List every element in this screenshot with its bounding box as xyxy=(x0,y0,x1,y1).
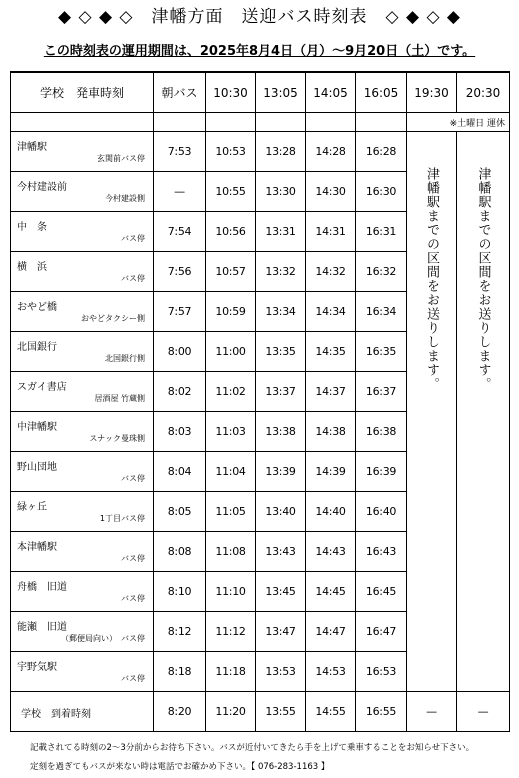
time-cell: 13:47 xyxy=(256,612,306,652)
stop-place: 北国銀行側 xyxy=(105,354,145,363)
time-cell: 16:32 xyxy=(356,252,407,292)
stop-name: 今村建設前 xyxy=(17,182,67,193)
time-cell: 8:10 xyxy=(154,572,206,612)
stop-name: 横 浜 xyxy=(17,262,47,273)
time-cell: 8:02 xyxy=(154,372,206,412)
time-cell: 13:28 xyxy=(256,132,306,172)
time-cell: 14:45 xyxy=(306,572,356,612)
stop-cell xyxy=(11,212,154,252)
time-cell: 16:53 xyxy=(356,652,407,692)
time-cell: 11:00 xyxy=(206,332,256,372)
header-col-2030: 20:30 xyxy=(457,72,510,113)
stop-place: おやどタクシー側 xyxy=(81,314,145,323)
time-cell: 7:53 xyxy=(154,132,206,172)
arrival-time-cell: 8:20 xyxy=(154,692,206,732)
stop-cell xyxy=(11,412,154,452)
time-cell: 16:34 xyxy=(356,292,407,332)
time-cell: 16:47 xyxy=(356,612,407,652)
time-cell: 14:47 xyxy=(306,612,356,652)
header-col-1605: 16:05 xyxy=(356,72,407,113)
time-cell: 13:30 xyxy=(256,172,306,212)
stop-name: 宇野気駅 xyxy=(17,662,57,673)
time-cell: 11:12 xyxy=(206,612,256,652)
stop-place: バス停 xyxy=(121,674,145,683)
stop-name: 緑ヶ丘 xyxy=(17,502,47,513)
header-col-1405: 14:05 xyxy=(306,72,356,113)
time-cell: 8:18 xyxy=(154,652,206,692)
time-cell: 13:45 xyxy=(256,572,306,612)
time-cell: 11:03 xyxy=(206,412,256,452)
time-cell: 14:53 xyxy=(306,652,356,692)
stop-name: 野山団地 xyxy=(17,462,57,473)
note-row xyxy=(11,113,510,132)
time-cell: 11:08 xyxy=(206,532,256,572)
stop-cell xyxy=(11,652,154,692)
time-cell: 13:53 xyxy=(256,652,306,692)
evening-note-text: 津幡駅までの区間をお送りします。 xyxy=(424,167,439,391)
time-cell: 16:39 xyxy=(356,452,407,492)
stop-cell xyxy=(11,252,154,292)
time-cell: 10:55 xyxy=(206,172,256,212)
operation-period: この時刻表の運用期間は、2025年8月4日（月）～9月20日（土）です。 xyxy=(43,44,476,59)
footer-line-1: 記載されてる時刻の2～3分前からお待ち下さい。バスが近付いてきたら手を上げて乗車することをお知らせ下さい。 xyxy=(30,743,475,753)
arrival-time-cell: 11:20 xyxy=(206,692,256,732)
stop-cell xyxy=(11,372,154,412)
time-cell: 8:05 xyxy=(154,492,206,532)
arrival-time-cell: — xyxy=(457,692,510,732)
stop-name: 津幡駅 xyxy=(17,142,47,153)
time-cell: 16:37 xyxy=(356,372,407,412)
stop-name: 本津幡駅 xyxy=(17,542,57,553)
stop-cell xyxy=(11,532,154,572)
time-cell: 16:45 xyxy=(356,572,407,612)
time-cell: 13:39 xyxy=(256,452,306,492)
time-cell: 11:18 xyxy=(206,652,256,692)
footer-line-2: 定刻を過ぎてもバスが来ない時は電話でお確かめ下さい。【 076-283-1163 】 xyxy=(30,762,330,772)
arrival-label-cell xyxy=(11,692,154,732)
arrival-row xyxy=(11,692,510,732)
time-cell: 11:05 xyxy=(206,492,256,532)
time-cell: 16:28 xyxy=(356,132,407,172)
time-cell: 13:43 xyxy=(256,532,306,572)
time-cell: 14:32 xyxy=(306,252,356,292)
stop-name: 北国銀行 xyxy=(17,342,57,353)
time-cell: 13:35 xyxy=(256,332,306,372)
stop-name: おやど橋 xyxy=(17,302,57,313)
arrival-label: 学校 到着時刻 xyxy=(21,709,91,720)
time-cell: 14:37 xyxy=(306,372,356,412)
header-col-morning: 朝バス xyxy=(154,72,206,113)
time-cell: 14:38 xyxy=(306,412,356,452)
time-cell: 16:35 xyxy=(356,332,407,372)
header-col-1030: 10:30 xyxy=(206,72,256,113)
time-cell: 16:38 xyxy=(356,412,407,452)
table-row xyxy=(11,132,510,172)
saturday-note: ※土曜日 運休 xyxy=(407,113,510,132)
evening-2030-note xyxy=(457,132,510,692)
time-cell: 13:34 xyxy=(256,292,306,332)
arrival-time-cell: — xyxy=(407,692,457,732)
stop-place: 今村建設側 xyxy=(105,194,145,203)
stop-name: 中津幡駅 xyxy=(17,422,57,433)
time-cell: 13:38 xyxy=(256,412,306,452)
stop-name: 中 条 xyxy=(17,222,47,233)
stop-cell xyxy=(11,492,154,532)
time-cell: 7:54 xyxy=(154,212,206,252)
time-cell: 8:00 xyxy=(154,332,206,372)
time-cell: 16:40 xyxy=(356,492,407,532)
stop-place: バス停 xyxy=(121,594,145,603)
stop-place: バス停 xyxy=(121,234,145,243)
time-cell: 13:32 xyxy=(256,252,306,292)
time-cell: 10:56 xyxy=(206,212,256,252)
stop-place: 1丁目バス停 xyxy=(99,514,145,523)
time-cell: 14:43 xyxy=(306,532,356,572)
time-cell: 10:57 xyxy=(206,252,256,292)
arrival-time-cell: 16:55 xyxy=(356,692,407,732)
time-cell: 14:39 xyxy=(306,452,356,492)
time-cell: 16:30 xyxy=(356,172,407,212)
stop-place: バス停 xyxy=(121,554,145,563)
time-cell: 14:35 xyxy=(306,332,356,372)
time-cell: 13:31 xyxy=(256,212,306,252)
time-cell: 14:30 xyxy=(306,172,356,212)
stop-cell xyxy=(11,292,154,332)
stop-place: スナック曼珠側 xyxy=(89,434,145,443)
time-cell: 13:37 xyxy=(256,372,306,412)
arrival-time-cell: 13:55 xyxy=(256,692,306,732)
time-cell: 10:59 xyxy=(206,292,256,332)
time-cell: — xyxy=(154,172,206,212)
time-cell: 8:04 xyxy=(154,452,206,492)
time-cell: 7:56 xyxy=(154,252,206,292)
stop-cell xyxy=(11,332,154,372)
time-cell: 11:02 xyxy=(206,372,256,412)
time-cell: 14:28 xyxy=(306,132,356,172)
stop-place: バス停 xyxy=(121,474,145,483)
time-cell: 8:08 xyxy=(154,532,206,572)
stop-cell xyxy=(11,572,154,612)
stop-cell xyxy=(11,612,154,652)
header-col-1305: 13:05 xyxy=(256,72,306,113)
stop-name: スガイ書店 xyxy=(17,382,67,393)
time-cell: 16:31 xyxy=(356,212,407,252)
stop-cell xyxy=(11,452,154,492)
stop-place: 玄関前バス停 xyxy=(97,154,145,163)
time-cell: 16:43 xyxy=(356,532,407,572)
timetable xyxy=(10,71,510,732)
time-cell: 10:53 xyxy=(206,132,256,172)
stop-place: バス停 xyxy=(121,274,145,283)
stop-cell xyxy=(11,132,154,172)
time-cell: 13:40 xyxy=(256,492,306,532)
time-cell: 14:40 xyxy=(306,492,356,532)
time-cell: 11:04 xyxy=(206,452,256,492)
arrival-time-cell: 14:55 xyxy=(306,692,356,732)
time-cell: 8:03 xyxy=(154,412,206,452)
time-cell: 11:10 xyxy=(206,572,256,612)
time-cell: 7:57 xyxy=(154,292,206,332)
header-row xyxy=(11,72,510,113)
stop-name: 能瀬 旧道 xyxy=(17,622,67,633)
timetable-title: ◆ ◇ ◆ ◇ 津幡方面 送迎バス時刻表 ◇ ◆ ◇ ◆ xyxy=(57,7,461,27)
stop-cell xyxy=(11,172,154,212)
time-cell: 8:12 xyxy=(154,612,206,652)
time-cell: 14:31 xyxy=(306,212,356,252)
header-stop-label: 学校 発車時刻 xyxy=(11,72,154,113)
stop-name: 舟橋 旧道 xyxy=(17,582,67,593)
header-col-1930: 19:30 xyxy=(407,72,457,113)
stop-place: （郵便局向い） バス停 xyxy=(61,634,145,643)
stop-place: 居酒屋 竹蔵側 xyxy=(94,394,145,403)
evening-note-text: 津幡駅までの区間をお送りします。 xyxy=(475,167,491,391)
time-cell: 14:34 xyxy=(306,292,356,332)
evening-1930-note xyxy=(407,132,457,692)
